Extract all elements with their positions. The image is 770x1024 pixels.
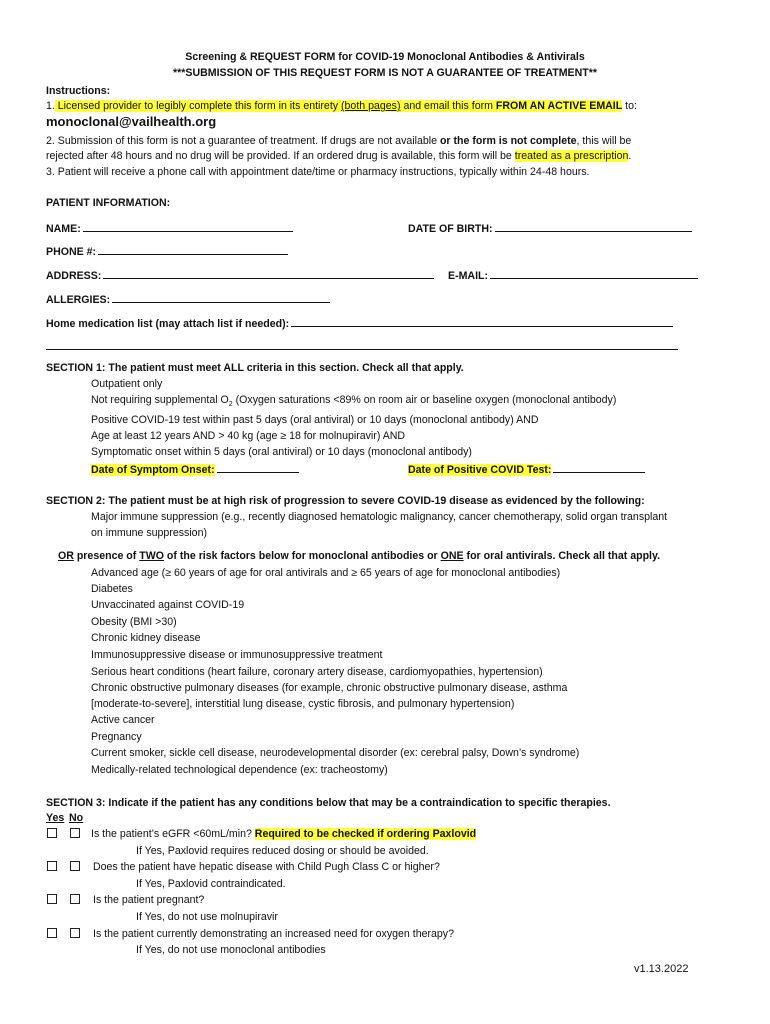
instructions-label: Instructions:: [46, 85, 111, 97]
yes-column-label: Yes: [46, 812, 65, 824]
s1-positive-test[interactable]: Positive COVID-19 test within past 5 days (oral antiviral) or 10 days (monoclonal antibody) AND: [91, 414, 539, 426]
risk-factor-item[interactable]: Current smoker, sickle cell disease, neurodevelopmental disorder (ex: cerebral palsy, Down’s syndrome): [91, 747, 580, 759]
risk-factor-item-cont: [moderate-to-severe], interstitial lung disease, cystic fibrosis, and pulmonary hypertension): [91, 698, 515, 710]
q3-no-checkbox[interactable]: [70, 893, 80, 907]
q1-note: If Yes, Paxlovid requires reduced dosing or should be avoided.: [136, 845, 429, 857]
q3-yes-checkbox[interactable]: [47, 893, 57, 907]
address-input-line[interactable]: [103, 267, 434, 279]
q4-no-checkbox[interactable]: [70, 927, 80, 941]
symptom-onset-label: Date of Symptom Onset:: [91, 464, 215, 476]
positive-test-date-field[interactable]: [408, 461, 645, 477]
phone-field[interactable]: [46, 243, 288, 259]
q4-note: If Yes, do not use monoclonal antibodies: [136, 944, 326, 956]
q2-hepatic-question: Does the patient have hepatic disease with Child Pugh Class C or higher?: [93, 861, 440, 873]
q3-pregnant-question: Is the patient pregnant?: [93, 894, 205, 906]
q1-required-note: Required to be checked if ordering Paxlovid: [254, 828, 477, 840]
meds-input-line[interactable]: [291, 315, 673, 327]
email-input-line[interactable]: [490, 267, 698, 279]
instruction-2: 2. Submission of this form is not a guarantee of treatment. If drugs are not available or the form is not complete, this will be: [46, 135, 632, 147]
risk-factor-item[interactable]: Active cancer: [91, 714, 155, 726]
allergies-label: ALLERGIES:: [46, 294, 111, 306]
s1-outpatient[interactable]: Outpatient only: [91, 378, 163, 390]
dob-label: DATE OF BIRTH:: [408, 223, 493, 235]
meds-field[interactable]: [46, 315, 673, 331]
q4-yes-checkbox[interactable]: [47, 927, 57, 941]
address-label: ADDRESS:: [46, 270, 102, 282]
risk-factor-item[interactable]: Chronic obstructive pulmonary diseases (for example, chronic obstructive pulmonary disease, asthma: [91, 682, 568, 694]
risk-factor-item[interactable]: Diabetes: [91, 583, 133, 595]
section2-heading: SECTION 2: The patient must be at high risk of progression to severe COVID-19 disease as evidenced by the following:: [46, 495, 645, 507]
dob-input-line[interactable]: [495, 220, 692, 232]
q2-no-checkbox[interactable]: [70, 860, 80, 874]
address-field[interactable]: [46, 267, 434, 283]
symptom-onset-date-field[interactable]: [91, 461, 299, 477]
section3-heading: SECTION 3: Indicate if the patient has any conditions below that may be a contraindication to specific therapies.: [46, 797, 611, 809]
risk-factor-item[interactable]: Unvaccinated against COVID-19: [91, 599, 245, 611]
name-input-line[interactable]: [83, 220, 293, 232]
q1-yes-checkbox[interactable]: [47, 827, 57, 841]
s2-immune-suppression[interactable]: Major immune suppression (e.g., recently diagnosed hematologic malignancy, cancer chemotherapy, solid organ transplant: [91, 511, 668, 523]
form-title: Screening & REQUEST FORM for COVID-19 Monoclonal Antibodies & Antivirals: [185, 51, 585, 63]
s1-age-weight[interactable]: Age at least 12 years AND > 40 kg (age ≥ 18 for molnupiravir) AND: [91, 430, 406, 442]
risk-factor-item[interactable]: Obesity (BMI >30): [91, 616, 177, 628]
name-field[interactable]: [46, 220, 293, 236]
meds-input-line-2[interactable]: [46, 338, 678, 350]
email-label: E-MAIL:: [448, 270, 489, 282]
s2-or-statement: OR presence of TWO of the risk factors below for monoclonal antibodies or ONE for oral antivirals. Check all that apply.: [58, 550, 661, 562]
risk-factor-item[interactable]: Chronic kidney disease: [91, 632, 201, 644]
patient-info-heading: PATIENT INFORMATION:: [46, 197, 171, 209]
form-subtitle: ***SUBMISSION OF THIS REQUEST FORM IS NOT A GUARANTEE OF TREATMENT**: [173, 67, 597, 79]
q1-no-checkbox[interactable]: [70, 827, 80, 841]
version-label: v1.13.2022: [634, 963, 689, 975]
name-label: NAME:: [46, 223, 81, 235]
risk-factor-item[interactable]: Medically-related technological dependence (ex: tracheostomy): [91, 764, 388, 776]
risk-factor-item[interactable]: Pregnancy: [91, 731, 142, 743]
phone-input-line[interactable]: [98, 243, 288, 255]
q3-note: If Yes, do not use molnupiravir: [136, 911, 278, 923]
instruction-2-cont: rejected after 48 hours and no drug will be provided. If an ordered drug is available, this form will be treated as a prescription.: [46, 150, 632, 162]
allergies-input-line[interactable]: [112, 291, 330, 303]
positive-test-input-line[interactable]: [553, 461, 645, 473]
instruction-1: 1. Licensed provider to legibly complete this form in its entirety (both pages) and email this form FROM AN ACTIVE EMAIL to:: [46, 100, 637, 112]
meds-label: Home medication list (may attach list if needed):: [46, 318, 290, 330]
section1-heading: SECTION 1: The patient must meet ALL criteria in this section. Check all that apply.: [46, 362, 464, 374]
dob-field[interactable]: [408, 220, 692, 236]
no-column-label: No: [69, 812, 84, 824]
allergies-field[interactable]: [46, 291, 330, 307]
risk-factor-item[interactable]: Advanced age (≥ 60 years of age for oral antivirals and ≥ 65 years of age for monoclonal antibodies): [91, 567, 561, 579]
s2-immune-suppression-cont: on immune suppression): [91, 527, 207, 539]
risk-factor-item[interactable]: Immunosuppressive disease or immunosuppressive treatment: [91, 649, 383, 661]
submission-email[interactable]: monoclonal@vailhealth.org: [46, 114, 217, 129]
instruction-3: 3. Patient will receive a phone call with appointment date/time or pharmacy instructions, typically within 24-48 hours.: [46, 166, 590, 178]
s1-symptom-onset[interactable]: Symptomatic onset within 5 days (oral antiviral) or 10 days (monoclonal antibody): [91, 446, 472, 458]
q1-egfr-question: Is the patient’s eGFR <60mL/min? Required to be checked if ordering Paxlovid: [91, 828, 477, 840]
email-field[interactable]: [448, 267, 698, 283]
q2-note: If Yes, Paxlovid contraindicated.: [136, 878, 286, 890]
positive-test-label: Date of Positive COVID Test:: [408, 464, 552, 476]
q4-oxygen-question: Is the patient currently demonstrating an increased need for oxygen therapy?: [93, 928, 454, 940]
symptom-onset-input-line[interactable]: [217, 461, 299, 473]
q2-yes-checkbox[interactable]: [47, 860, 57, 874]
risk-factor-item[interactable]: Serious heart conditions (heart failure, coronary artery disease, cardiomyopathies, hypertension): [91, 666, 543, 678]
phone-label: PHONE #:: [46, 246, 97, 258]
s1-no-oxygen[interactable]: Not requiring supplemental $O_2$ (Oxygen saturations <89% on room air or baseline oxygen (monoclonal antibody): [91, 394, 617, 409]
